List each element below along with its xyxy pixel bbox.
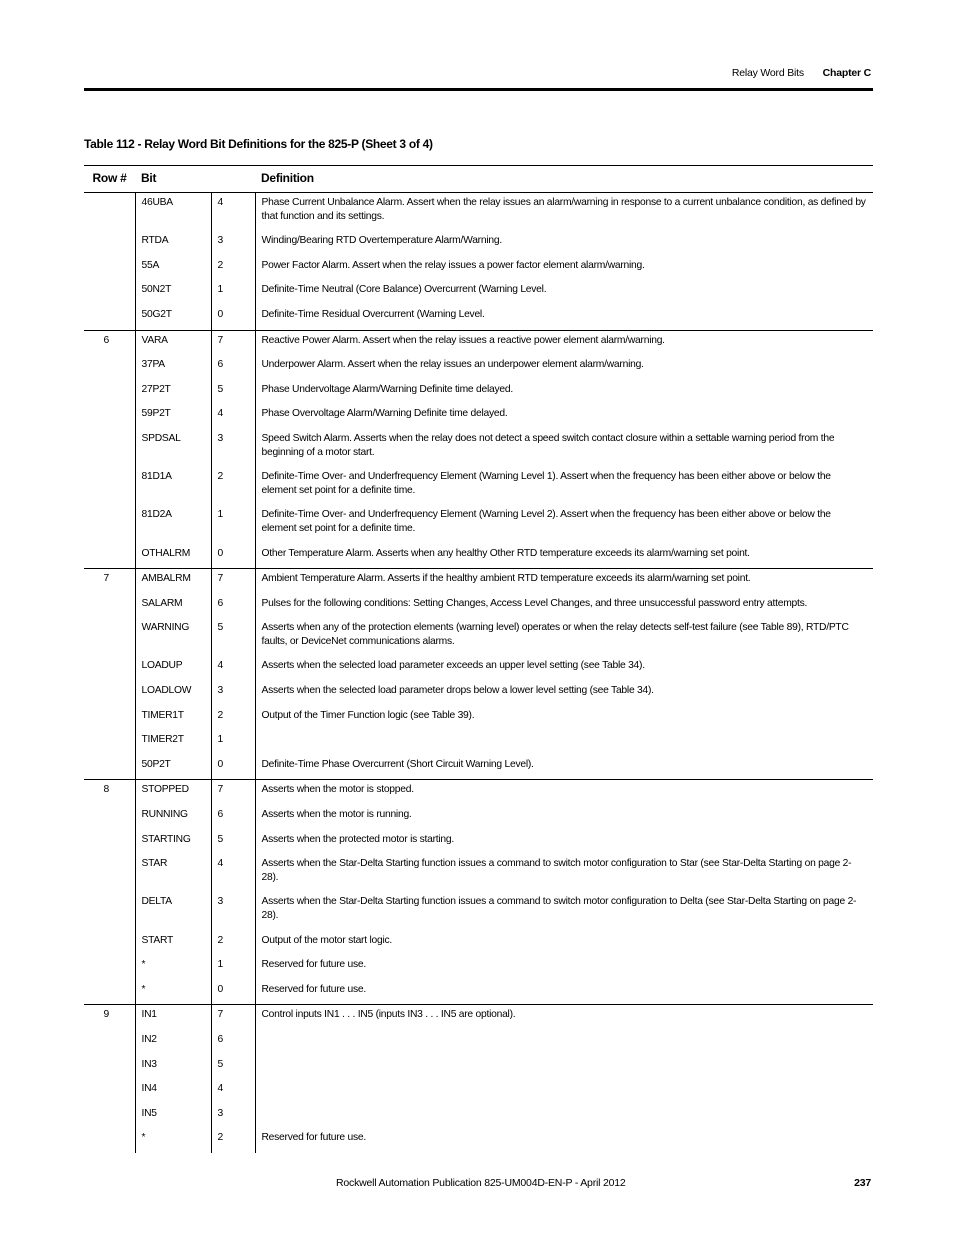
row-number-cell: [84, 892, 135, 930]
table-row: [84, 429, 873, 467]
definition-cell: Control inputs IN1 . . . IN5 (inputs IN3 . . . IN5 are optional).: [255, 1005, 873, 1030]
table-header-row: [84, 166, 873, 193]
row-number-cell: [84, 830, 135, 855]
table-row: [84, 467, 873, 505]
row-number-cell: [84, 467, 135, 505]
bit-position-cell: 2: [211, 1128, 255, 1153]
table-row: [84, 231, 873, 256]
table-row: [84, 931, 873, 956]
bit-name-cell: 81D2A: [135, 505, 211, 543]
definition-cell: Asserts when the Star-Delta Starting function issues a command to switch motor configuration to Star (see Star-Delta Starting on page 2-28).: [255, 854, 873, 892]
table-row: [84, 305, 873, 330]
row-number-cell: [84, 231, 135, 256]
bit-name-cell: *: [135, 1128, 211, 1153]
definition-cell: Reserved for future use.: [255, 1128, 873, 1153]
bit-name-cell: LOADUP: [135, 656, 211, 681]
row-number-cell: [84, 931, 135, 956]
definition-cell: [255, 1030, 873, 1055]
bit-position-cell: 4: [211, 193, 255, 232]
bit-name-cell: SPDSAL: [135, 429, 211, 467]
bit-name-cell: *: [135, 955, 211, 980]
column-header-row: Row #: [84, 166, 135, 193]
bit-name-cell: 50N2T: [135, 280, 211, 305]
table-row: [84, 830, 873, 855]
table-row: [84, 1005, 873, 1030]
bit-name-cell: 50P2T: [135, 755, 211, 780]
row-number-cell: [84, 955, 135, 980]
bit-position-cell: 1: [211, 505, 255, 543]
running-header: [732, 67, 871, 79]
table-row: [84, 730, 873, 755]
table-row: [84, 892, 873, 930]
row-number-cell: [84, 429, 135, 467]
row-number-cell: [84, 681, 135, 706]
table-row: [84, 569, 873, 594]
bit-name-cell: IN5: [135, 1104, 211, 1129]
bit-name-cell: TIMER2T: [135, 730, 211, 755]
bit-position-cell: 1: [211, 955, 255, 980]
table-row: [84, 1055, 873, 1080]
bit-name-cell: 27P2T: [135, 380, 211, 405]
table-row: [84, 1030, 873, 1055]
bit-name-cell: TIMER1T: [135, 706, 211, 731]
column-header-definition: Definition: [255, 166, 873, 193]
definition-cell: Reactive Power Alarm. Assert when the relay issues a reactive power element alarm/warning.: [255, 330, 873, 355]
bit-name-cell: 59P2T: [135, 404, 211, 429]
row-number-cell: [84, 280, 135, 305]
table-row: [84, 681, 873, 706]
definition-cell: Asserts when the protected motor is starting.: [255, 830, 873, 855]
table-row: [84, 330, 873, 355]
definition-cell: Definite-Time Neutral (Core Balance) Overcurrent (Warning Level.: [255, 280, 873, 305]
row-number-cell: 9: [84, 1005, 135, 1030]
bit-position-cell: 0: [211, 544, 255, 569]
bit-name-cell: 46UBA: [135, 193, 211, 232]
row-number-cell: [84, 380, 135, 405]
row-number-cell: [84, 1079, 135, 1104]
table-row: [84, 404, 873, 429]
row-number-cell: [84, 1104, 135, 1129]
table-row: [84, 805, 873, 830]
table-body: [84, 193, 873, 1153]
definition-cell: Power Factor Alarm. Assert when the relay issues a power factor element alarm/warning.: [255, 256, 873, 281]
bit-position-cell: 3: [211, 1104, 255, 1129]
bit-name-cell: 37PA: [135, 355, 211, 380]
row-number-cell: [84, 706, 135, 731]
definition-cell: [255, 1079, 873, 1104]
bit-position-cell: 0: [211, 755, 255, 780]
row-number-cell: [84, 594, 135, 619]
definition-cell: Pulses for the following conditions: Setting Changes, Access Level Changes, and three unsuccessful password entry attempts.: [255, 594, 873, 619]
table-row: [84, 544, 873, 569]
bit-position-cell: 2: [211, 706, 255, 731]
bit-position-cell: 7: [211, 330, 255, 355]
table-row: [84, 594, 873, 619]
section-title: Relay Word Bits: [731, 67, 804, 79]
definition-cell: Asserts when the selected load parameter drops below a lower level setting (see Table 34).: [255, 681, 873, 706]
bit-position-cell: 7: [211, 780, 255, 805]
definition-cell: Underpower Alarm. Assert when the relay issues an underpower element alarm/warning.: [255, 355, 873, 380]
definition-cell: Reserved for future use.: [255, 980, 873, 1005]
row-number-cell: [84, 1128, 135, 1153]
bit-name-cell: IN4: [135, 1079, 211, 1104]
definition-cell: [255, 1055, 873, 1080]
bit-name-cell: 81D1A: [135, 467, 211, 505]
bit-name-cell: DELTA: [135, 892, 211, 930]
bit-position-cell: 3: [211, 429, 255, 467]
table-row: [84, 656, 873, 681]
relay-word-bit-table: [84, 165, 873, 1153]
bit-name-cell: RTDA: [135, 231, 211, 256]
bit-position-cell: 4: [211, 1079, 255, 1104]
definition-cell: Definite-Time Residual Overcurrent (Warning Level.: [255, 305, 873, 330]
row-number-cell: [84, 1030, 135, 1055]
row-number-cell: [84, 193, 135, 232]
row-number-cell: [84, 618, 135, 656]
row-number-cell: 6: [84, 330, 135, 355]
definition-cell: Asserts when the Star-Delta Starting function issues a command to switch motor configuration to Delta (see Star-Delta Starting on page 2-28).: [255, 892, 873, 930]
bit-position-cell: 2: [211, 931, 255, 956]
row-number-cell: [84, 1055, 135, 1080]
bit-position-cell: 3: [211, 231, 255, 256]
header-divider: [84, 88, 873, 91]
bit-name-cell: VARA: [135, 330, 211, 355]
definition-cell: Definite-Time Over- and Underfrequency Element (Warning Level 2). Assert when the frequency has been either above or below the element set point for a definite time.: [255, 505, 873, 543]
row-number-cell: [84, 544, 135, 569]
row-number-cell: [84, 854, 135, 892]
table-row: [84, 355, 873, 380]
definition-cell: Asserts when the motor is stopped.: [255, 780, 873, 805]
definition-cell: Other Temperature Alarm. Asserts when any healthy Other RTD temperature exceeds its alarm/warning set point.: [255, 544, 873, 569]
definition-cell: [255, 730, 873, 755]
table-caption: Table 112 - Relay Word Bit Definitions for the 825-P (Sheet 3 of 4): [84, 137, 433, 151]
table-row: [84, 854, 873, 892]
definition-cell: Ambient Temperature Alarm. Asserts if the healthy ambient RTD temperature exceeds its alarm/warning set point.: [255, 569, 873, 594]
bit-name-cell: OTHALRM: [135, 544, 211, 569]
definition-cell: Phase Undervoltage Alarm/Warning Definite time delayed.: [255, 380, 873, 405]
table-row: [84, 618, 873, 656]
definition-cell: Winding/Bearing RTD Overtemperature Alarm/Warning.: [255, 231, 873, 256]
definition-cell: Asserts when the motor is running.: [255, 805, 873, 830]
bit-name-cell: IN2: [135, 1030, 211, 1055]
bit-name-cell: IN1: [135, 1005, 211, 1030]
page-number: 237: [854, 1177, 871, 1189]
table-row: [84, 755, 873, 780]
row-number-cell: 7: [84, 569, 135, 594]
table-row: [84, 780, 873, 805]
bit-position-cell: 2: [211, 467, 255, 505]
bit-name-cell: SALARM: [135, 594, 211, 619]
bit-position-cell: 5: [211, 830, 255, 855]
publication-info: Rockwell Automation Publication 825-UM004D-EN-P - April 2012: [336, 1177, 626, 1189]
table-row: [84, 1079, 873, 1104]
row-number-cell: 8: [84, 780, 135, 805]
row-number-cell: [84, 505, 135, 543]
bit-position-cell: 0: [211, 305, 255, 330]
bit-name-cell: STOPPED: [135, 780, 211, 805]
row-number-cell: [84, 256, 135, 281]
table-row: [84, 280, 873, 305]
bit-position-cell: 4: [211, 656, 255, 681]
table-row: [84, 706, 873, 731]
bit-name-cell: *: [135, 980, 211, 1005]
bit-position-cell: 1: [211, 280, 255, 305]
bit-name-cell: LOADLOW: [135, 681, 211, 706]
bit-name-cell: WARNING: [135, 618, 211, 656]
bit-name-cell: 50G2T: [135, 305, 211, 330]
bit-position-cell: 0: [211, 980, 255, 1005]
bit-name-cell: STAR: [135, 854, 211, 892]
definition-cell: [255, 1104, 873, 1129]
bit-position-cell: 7: [211, 569, 255, 594]
row-number-cell: [84, 656, 135, 681]
bit-name-cell: IN3: [135, 1055, 211, 1080]
table-row: [84, 380, 873, 405]
bit-name-cell: 55A: [135, 256, 211, 281]
bit-position-cell: 5: [211, 1055, 255, 1080]
definition-cell: Definite-Time Phase Overcurrent (Short Circuit Warning Level).: [255, 755, 873, 780]
definition-cell: Reserved for future use.: [255, 955, 873, 980]
table-row: [84, 1128, 873, 1153]
definition-cell: Speed Switch Alarm. Asserts when the relay does not detect a speed switch contact closure within a settable warning period from the beginning of a motor start.: [255, 429, 873, 467]
table-row: [84, 1104, 873, 1129]
bit-position-cell: 6: [211, 355, 255, 380]
definition-cell: Output of the Timer Function logic (see Table 39).: [255, 706, 873, 731]
bit-position-cell: 3: [211, 892, 255, 930]
bit-position-cell: 6: [211, 594, 255, 619]
bit-position-cell: 4: [211, 404, 255, 429]
row-number-cell: [84, 730, 135, 755]
definition-cell: Output of the motor start logic.: [255, 931, 873, 956]
bit-position-cell: 6: [211, 805, 255, 830]
row-number-cell: [84, 355, 135, 380]
bit-position-cell: 4: [211, 854, 255, 892]
table-row: [84, 980, 873, 1005]
row-number-cell: [84, 305, 135, 330]
row-number-cell: [84, 980, 135, 1005]
table-row: [84, 955, 873, 980]
table-row: [84, 193, 873, 232]
bit-position-cell: 5: [211, 380, 255, 405]
row-number-cell: [84, 805, 135, 830]
definition-cell: Phase Current Unbalance Alarm. Assert when the relay issues an alarm/warning in response to a current unbalance condition, as defined by that function and its settings.: [255, 193, 873, 232]
bit-position-cell: 6: [211, 1030, 255, 1055]
chapter-label: Chapter C: [822, 67, 871, 79]
definition-cell: Asserts when any of the protection elements (warning level) operates or when the relay detects self-test failure (see Table 89), RTD/PTC faults, or DeviceNet communications alarms.: [255, 618, 873, 656]
bit-position-cell: 2: [211, 256, 255, 281]
table-row: [84, 256, 873, 281]
definition-cell: Asserts when the selected load parameter exceeds an upper level setting (see Table 34).: [255, 656, 873, 681]
definition-cell: Phase Overvoltage Alarm/Warning Definite time delayed.: [255, 404, 873, 429]
row-number-cell: [84, 404, 135, 429]
bit-position-cell: 7: [211, 1005, 255, 1030]
bit-name-cell: START: [135, 931, 211, 956]
definition-cell: Definite-Time Over- and Underfrequency Element (Warning Level 1). Assert when the frequency has been either above or below the element set point for a definite time.: [255, 467, 873, 505]
bit-position-cell: 1: [211, 730, 255, 755]
table-row: [84, 505, 873, 543]
bit-name-cell: STARTING: [135, 830, 211, 855]
bit-name-cell: RUNNING: [135, 805, 211, 830]
bit-name-cell: AMBALRM: [135, 569, 211, 594]
row-number-cell: [84, 755, 135, 780]
column-header-bit: Bit: [135, 166, 255, 193]
bit-position-cell: 3: [211, 681, 255, 706]
bit-position-cell: 5: [211, 618, 255, 656]
